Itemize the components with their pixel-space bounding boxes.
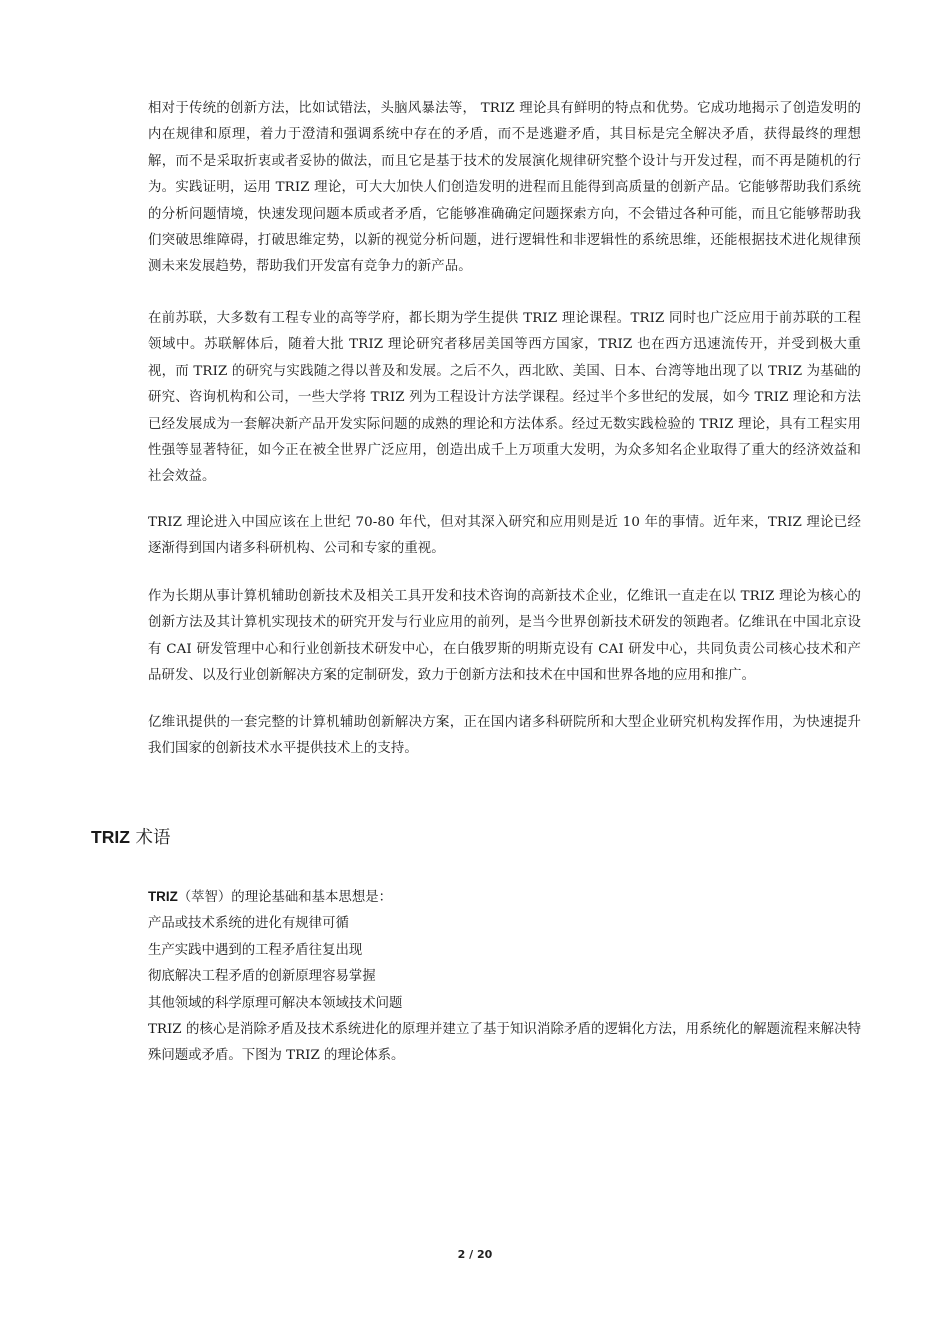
heading-cjk: 术语 [129, 828, 171, 848]
paragraph-triz-advantages: 相对于传统的创新方法，比如试错法，头脑风暴法等， TRIZ 理论具有鲜明的特点和优势。它成功地揭示了创造发明的内在规律和原理，着力于澄清和强调系统中存在的矛盾，而不是逃避矛盾，其目标是完全解决矛盾，获得最终的理想解，而不是采取折衷或者妥协的做法，而且它是基于技术的发展演化规律研究整个设计与开发过程，而不再是随机的行为。实践证明，运用 TRIZ 理论，可大大加快人们创造发明的进程而且能得到高质量的创新产品。它能够帮助我们系统的分析问题情境，快速发现问题本质或者矛盾，它能够准确确定问题探索方向，不会错过各种可能，而且它能够帮助我们突破思维障碍，打破思维定势，以新的视觉分析问题，进行逻辑性和非逻辑性的系统思维，还能根据技术进化规律预测未来发展趋势，帮助我们开发富有竞争力的新产品。 [148, 101, 861, 275]
list-item: 其他领域的科学原理可解决本领域技术问题 [148, 995, 403, 1011]
list-item: 生产实践中遇到的工程矛盾往复出现 [148, 942, 363, 958]
list-intro [148, 884, 861, 911]
paragraph-cai-solution: 亿维讯提供的一套完整的计算机辅助创新解决方案，正在国内诸多科研院所和大型企业研究机构发挥作用，为快速提升我们国家的创新技术水平提供技术上的支持。 [148, 715, 861, 757]
list-item: 产品或技术系统的进化有规律可循 [148, 916, 349, 932]
triz-basic-ideas-list [148, 884, 861, 1070]
list-item: 彻底解决工程矛盾的创新原理容易掌握 [148, 969, 376, 985]
intro-rest: （萃智）的理论基础和基本思想是： [177, 890, 392, 905]
heading-latin: TRIZ [91, 827, 130, 847]
section-heading-triz-terms [91, 822, 170, 853]
page-number: 2 / 20 [457, 1248, 493, 1261]
paragraph-iwint-company: 作为长期从事计算机辅助创新技术及相关工具开发和技术咨询的高新技术企业，亿维讯一直走在以 TRIZ 理论为核心的创新方法及其计算机实现技术的研究开发与行业应用的前列，是当今世界创新技术研发的领跑者。亿维讯在中国北京设有 CAI 研发管理中心和行业创新技术研发中心，在白俄罗斯的明斯克设有 CAI 研发中心，共同负责公司核心技术和产品研发、以及行业创新解决方案的定制研发，致力于创新方法和技术在中国和世界各地的应用和推广。 [148, 589, 861, 684]
intro-latin: TRIZ [148, 889, 178, 904]
paragraph-triz-soviet-history: 在前苏联，大多数有工程专业的高等学府，都长期为学生提供 TRIZ 理论课程。TRIZ 同时也广泛应用于前苏联的工程领域中。苏联解体后，随着大批 TRIZ 理论研究者移居美国等西方国家，TRIZ 也在西方迅速流传开，并受到极大重视，而 TRIZ 的研究与实践随之得以普及和发展。之后不久，西北欧、美国、日本、台湾等地出现了以 TRIZ 为基础的研究、咨询机构和公司，一些大学将 TRIZ 列为工程设计方法学课程。经过半个多世纪的发展，如今 TRIZ 理论和方法已经发展成为一套解决新产品开发实际问题的成熟的理论和方法体系。经过无数实践检验的 TRIZ 理论，具有工程实用性强等显著特征，如今正在被全世界广泛应用，创造出成千上万项重大发明，为众多知名企业取得了重大的经济效益和社会效益。 [148, 311, 861, 485]
list-item-triz-core: TRIZ 的核心是消除矛盾及技术系统进化的原理并建立了基于知识消除矛盾的逻辑化方法，用系统化的解题流程来解决特殊问题或矛盾。下图为 TRIZ 的理论体系。 [148, 1022, 861, 1064]
paragraph-triz-in-china: TRIZ 理论进入中国应该在上世纪 70-80 年代，但对其深入研究和应用则是近 10 年的事情。近年来，TRIZ 理论已经逐渐得到国内诸多科研机构、公司和专家的重视。 [148, 515, 861, 557]
